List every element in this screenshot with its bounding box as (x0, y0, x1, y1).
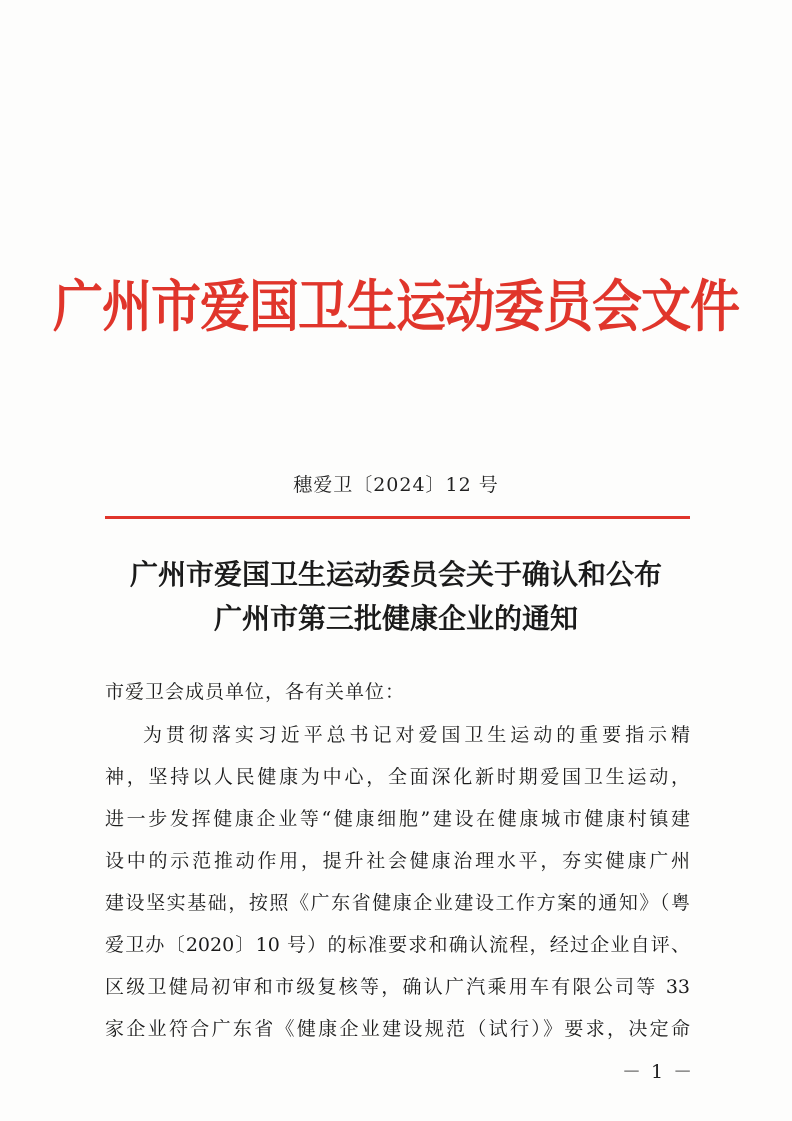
body-line-2: 神，坚持以人民健康为中心，全面深化新时期爱国卫生运动， (105, 766, 690, 788)
body-line-6: 爱卫办〔2020〕10 号）的标准要求和确认流程，经过企业自评、 (105, 934, 690, 956)
body-line-1: 为贯彻落实习近平总书记对爱国卫生运动的重要指示精 (143, 724, 690, 746)
notice-title-line-1: 广州市爱国卫生运动委员会关于确认和公布 (129, 558, 662, 591)
document-number: 穗爱卫〔2024〕12 号 (293, 474, 499, 496)
page-number: － 1 － (622, 1061, 695, 1083)
body-line-4: 设中的示范推动作用，提升社会健康治理水平，夯实健康广州 (105, 850, 690, 872)
masthead-title: 广州市爱国卫生运动委员会文件 (53, 274, 739, 340)
notice-title-line-2: 广州市第三批健康企业的通知 (213, 602, 578, 635)
body-line-3: 进一步发挥健康企业等“健康细胞”建设在健康城市健康村镇建 (105, 808, 690, 830)
body-line-5: 建设坚实基础，按照《广东省健康企业建设工作方案的通知》（粤 (105, 892, 690, 914)
salutation: 市爱卫会成员单位，各有关单位： (105, 681, 406, 703)
red-divider-line (105, 516, 690, 519)
body-line-7: 区级卫健局初审和市级复核等，确认广汽乘用车有限公司等 33 (105, 976, 690, 998)
body-line-8: 家企业符合广东省《健康企业建设规范（试行）》要求，决定命 (105, 1018, 690, 1040)
